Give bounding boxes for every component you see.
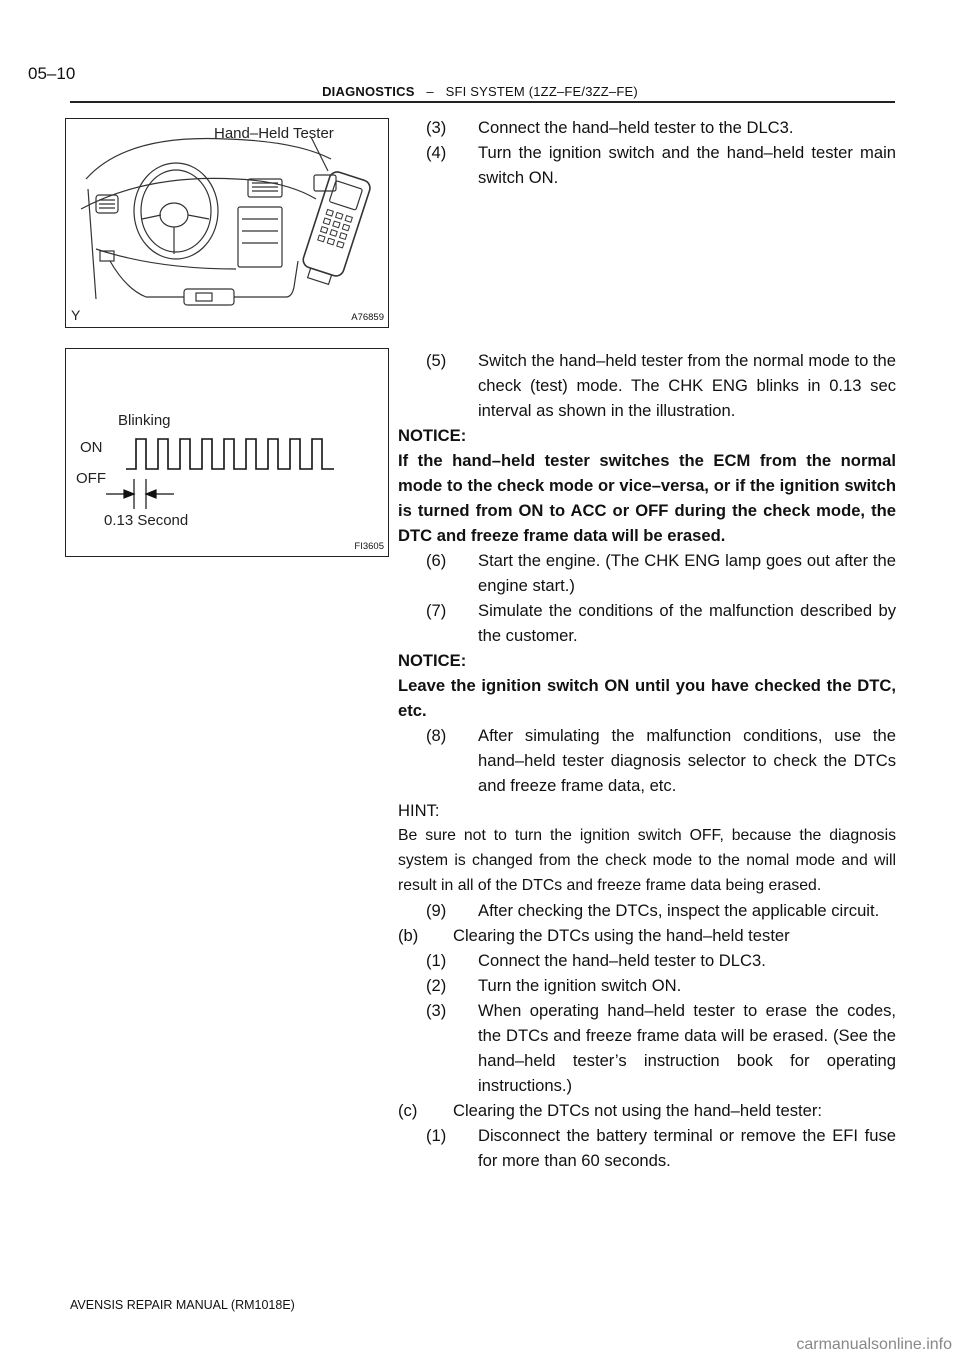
notice-text: Leave the ignition switch ON until you have checked the DTC, etc. (398, 676, 896, 720)
step-number: (1) (426, 1126, 447, 1145)
section-text: Clearing the DTCs using the hand–held tester (453, 926, 790, 945)
notice-heading: NOTICE: (398, 426, 467, 445)
section-letter: (b) (398, 926, 419, 945)
watermark: carmanualsonline.info (796, 1336, 952, 1353)
step-text: After checking the DTCs, inspect the applicable circuit. (478, 901, 880, 920)
figure-hand-held-tester (65, 118, 389, 328)
step-text: Simulate the conditions of the malfunction described by the customer. (478, 601, 896, 645)
step-8 (398, 723, 896, 798)
section-letter: (c) (398, 1101, 418, 1120)
step-text: Start the engine. (The CHK ENG lamp goes out after the engine start.) (478, 551, 896, 595)
figure-code: FI3605 (354, 541, 384, 552)
step-text: Connect the hand–held tester to DLC3. (478, 951, 766, 970)
running-header (0, 84, 960, 99)
hand-held-tester-label: Hand–Held Tester (214, 125, 334, 142)
step-b2 (398, 973, 896, 998)
step-3 (398, 115, 896, 140)
step-text: Switch the hand–held tester from the normal mode to the check (test) mode. The CHK ENG blinks in 0.13 sec interval as shown in the illustration. (478, 351, 896, 420)
step-number: (9) (426, 901, 447, 920)
step-number: (1) (426, 951, 447, 970)
step-number: (3) (426, 1001, 447, 1020)
dashboard-illustration (66, 119, 388, 327)
step-text: Turn the ignition switch ON. (478, 976, 682, 995)
figure-corner-mark: Y (71, 307, 81, 323)
step-b1 (398, 948, 896, 973)
notice-text: If the hand–held tester switches the ECM from the normal mode to the check mode or vice–versa, or if the ignition switch is turned from ON to ACC or OFF during the check mode, the DTC and freeze frame data will be erased. (398, 451, 896, 545)
step-text: Connect the hand–held tester to the DLC3. (478, 118, 794, 137)
section-text: Clearing the DTCs not using the hand–held tester: (453, 1101, 822, 1120)
step-text: Turn the ignition switch and the hand–held tester main switch ON. (478, 143, 896, 187)
notice-heading: NOTICE: (398, 651, 467, 670)
body-text (398, 115, 896, 1173)
step-5 (398, 348, 896, 423)
figure-code: A76859 (351, 312, 384, 323)
step-text: When operating hand–held tester to erase the codes, the DTCs and freeze frame data will be erased. (See the hand–held tester’s instruction book for operating instructions.) (478, 1001, 896, 1095)
step-text: After simulating the malfunction conditions, use the hand–held tester diagnosis selector to check the DTCs and freeze frame data, etc. (478, 726, 896, 795)
header-subsection: SFI SYSTEM (1ZZ–FE/3ZZ–FE) (445, 84, 638, 99)
footer-manual-title: AVENSIS REPAIR MANUAL (RM1018E) (70, 1298, 295, 1312)
step-number: (7) (426, 601, 447, 620)
step-number: (6) (426, 551, 447, 570)
interval-label: 0.13 Second (104, 512, 189, 529)
header-rule (70, 101, 895, 103)
off-label: OFF (76, 470, 106, 487)
step-c1 (398, 1123, 896, 1173)
hint-heading: HINT: (398, 801, 440, 820)
on-label: ON (80, 439, 103, 456)
figure-blinking-waveform (65, 348, 389, 557)
step-6 (398, 548, 896, 598)
section-b (398, 923, 896, 948)
header-dash: – (426, 84, 434, 99)
step-4 (398, 140, 896, 190)
header-section: DIAGNOSTICS (322, 84, 415, 99)
step-7 (398, 598, 896, 648)
blinking-label: Blinking (118, 412, 171, 429)
step-9 (398, 898, 896, 923)
hint-text: Be sure not to turn the ignition switch OFF, because the diagnosis system is changed from the check mode to the nomal mode and will result in all of the DTCs and freeze frame data being erased. (398, 827, 896, 894)
step-number: (3) (426, 118, 447, 137)
step-number: (5) (426, 351, 447, 370)
step-text: Disconnect the battery terminal or remove the EFI fuse for more than 60 seconds. (478, 1126, 896, 1170)
step-b3 (398, 998, 896, 1098)
section-c (398, 1098, 896, 1123)
page-number: 05–10 (28, 64, 76, 83)
step-number: (4) (426, 143, 447, 162)
step-number: (8) (426, 726, 447, 745)
step-number: (2) (426, 976, 447, 995)
